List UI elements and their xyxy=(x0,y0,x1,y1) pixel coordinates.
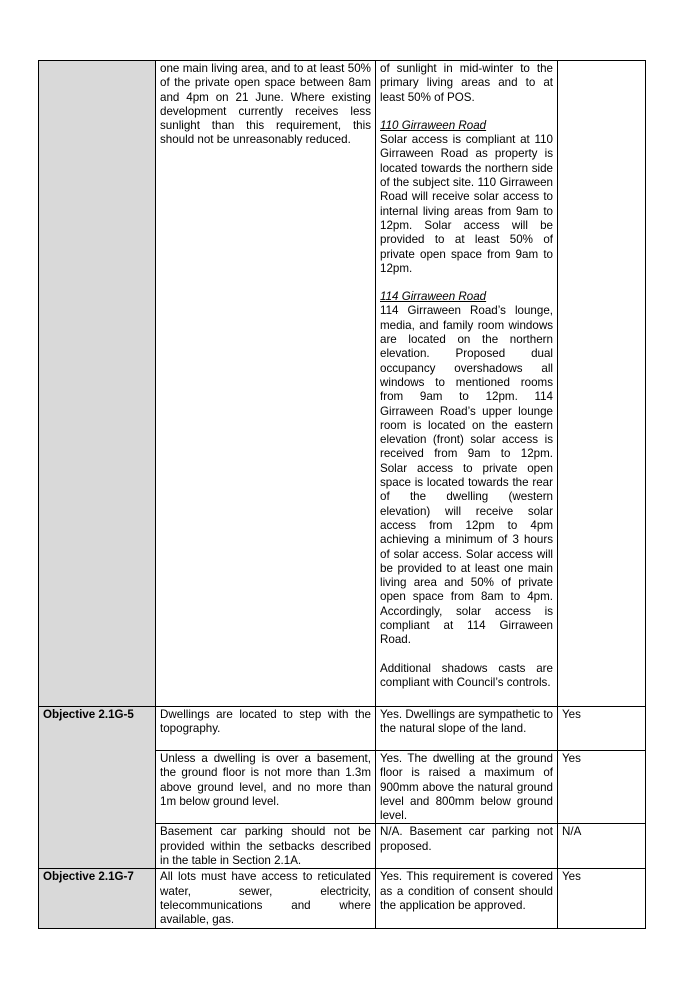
comment-intro: of sunlight in mid-winter to the primary living areas and to at least 50% of POS. xyxy=(380,62,553,104)
comment-cell: Yes. This requirement is covered as a condition of consent should the application be approved. xyxy=(376,869,558,928)
comment-paragraph: Solar access is compliant at 110 Girraween Road as property is located towards the northern side of the subject site. 110 Girraween Road will receive solar access to internal living areas from 9am to 12pm. Solar access will be provided to at least 50% of private open space from 9am to 12pm. xyxy=(380,133,553,275)
compliance-cell: Yes xyxy=(558,751,646,824)
requirement-cell: Unless a dwelling is over a basement, the ground floor is not more than 1.3m above ground level, and no more than 1m below ground level. xyxy=(156,751,376,824)
property-heading-110: 110 Girraween Road xyxy=(380,118,487,132)
table-row xyxy=(39,61,646,707)
compliance-cell: N/A xyxy=(558,824,646,869)
compliance-cell: Yes xyxy=(558,869,646,928)
table-row xyxy=(39,707,646,751)
comment-cell: Yes. Dwellings are sympathetic to the natural slope of the land. xyxy=(376,707,558,751)
comment-cell: Yes. The dwelling at the ground floor is raised a maximum of 900mm above the natural ground level and 800mm below ground level. xyxy=(376,751,558,824)
comment-paragraph: Additional shadows casts are compliant with Council’s controls. xyxy=(380,661,553,689)
requirement-cell: Basement car parking should not be provided within the setbacks described in the table in Section 2.1A. xyxy=(156,824,376,869)
compliance-cell: Yes xyxy=(558,707,646,751)
requirement-cell: Dwellings are located to step with the topography. xyxy=(156,707,376,751)
objective-cell: Objective 2.1G-5 xyxy=(39,707,156,869)
compliance-cell xyxy=(558,61,646,707)
comment-cell xyxy=(376,61,558,707)
requirement-cell: one main living area, and to at least 50% of the private open space between 8am and 4pm on 21 June. Where existing development currently receives less sunlight than this requirement, this should not be unreasonably reduced. xyxy=(156,61,376,707)
comment-paragraph: 114 Girraween Road’s lounge, media, and family room windows are located on the northern elevation. Proposed dual occupancy overshadows all windows to mentioned rooms from 9am to 12pm. 114 Girraween Road’s upper lounge room is located on the eastern elevation (front) solar access is received from 9am to 12pm. Solar access to private open space is located towards the rear of the dwelling (western elevation) will receive solar access from 12pm to 4pm achieving a minimum of 3 hours of solar access. Solar access will be provided to at least one main living area and 50% of private open space from 8am to 4pm. Accordingly, solar access is compliant at 114 Girraween Road. xyxy=(380,304,553,647)
requirement-cell: All lots must have access to reticulated water, sewer, electricity, telecommunications and where available, gas. xyxy=(156,869,376,928)
objective-cell: Objective 2.1G-7 xyxy=(39,869,156,928)
table-row xyxy=(39,869,646,928)
comment-cell: N/A. Basement car parking not proposed. xyxy=(376,824,558,869)
property-heading-114: 114 Girraween Road xyxy=(380,290,487,304)
objective-cell xyxy=(39,61,156,707)
compliance-table xyxy=(38,60,646,929)
